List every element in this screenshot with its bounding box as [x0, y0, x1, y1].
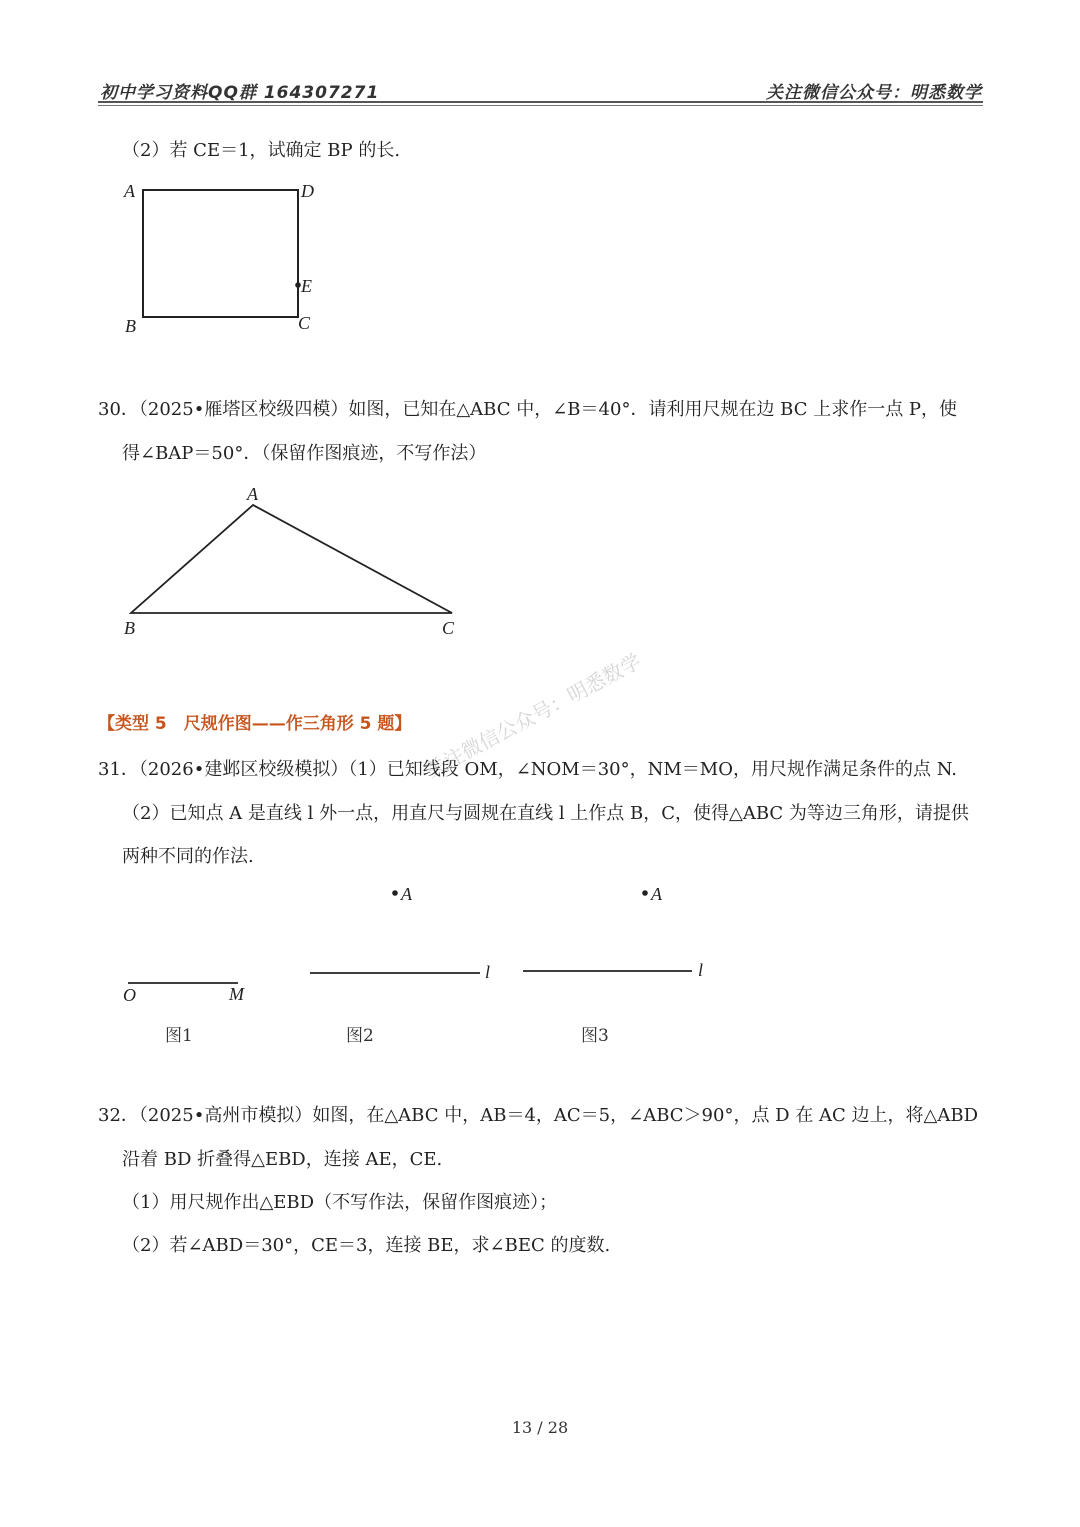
label-c-tri: C — [442, 618, 455, 638]
label-l-fig3: l — [698, 960, 704, 980]
label-d-rect: D — [301, 181, 314, 201]
label-a-fig3: A — [651, 884, 662, 904]
label-l-fig2: l — [485, 962, 491, 982]
header-right-text: 关注微信公众号：明悉数学 — [766, 83, 982, 103]
rectangle-abcd — [143, 190, 298, 317]
point-a-fig3 — [642, 890, 648, 896]
watermark-text: 关注微信公众号：明悉数学 — [421, 648, 646, 783]
q31-line1: 31．（2026•建邺区校级模拟）（1）已知线段 OM，∠NOM＝30°，NM＝MO，用尺规作满足条件的点 N. — [98, 759, 958, 780]
header-left-text: 初中学习资料QQ群 164307271 — [100, 83, 380, 103]
q29-part2-text: （2）若 CE＝1，试确定 BP 的长. — [122, 140, 401, 161]
label-c-rect: C — [298, 313, 311, 333]
label-b-tri: B — [124, 618, 135, 638]
point-e-dot — [295, 282, 301, 288]
label-a-rect: A — [124, 181, 135, 201]
q32-line3: （1）用尺规作出△EBD（不写作法，保留作图痕迹）； — [122, 1192, 558, 1213]
q32-line1: 32．（2025•高州市模拟）如图，在△ABC 中，AB＝4，AC＝5，∠ABC＞90°，点 D 在 AC 边上，将△ABD — [98, 1105, 979, 1126]
point-a-fig2 — [392, 890, 398, 896]
label-m-fig1: M — [229, 984, 244, 1004]
q32-line2: 沿着 BD 折叠得△EBD，连接 AE，CE. — [122, 1149, 443, 1170]
q31-line3: 两种不同的作法. — [122, 846, 254, 867]
caption-fig3: 图3 — [581, 1026, 609, 1046]
label-b-rect: B — [125, 316, 136, 336]
label-a-fig2: A — [401, 884, 412, 904]
triangle-abc — [131, 505, 452, 613]
q30-line1: 30．（2025•雁塔区校级四模）如图，已知在△ABC 中，∠B＝40°．请利用尺规在边 BC 上求作一点 P，使 — [98, 399, 958, 420]
caption-fig2: 图2 — [346, 1026, 374, 1046]
caption-fig1: 图1 — [165, 1026, 193, 1046]
q31-line2: （2）已知点 A 是直线 l 外一点，用直尺与圆规在直线 l 上作点 B，C，使得△ABC 为等边三角形，请提供 — [122, 803, 969, 824]
section-title: 【类型 5 尺规作图——作三角形 5 题】 — [98, 714, 412, 734]
label-o-fig1: O — [123, 985, 136, 1005]
q32-line4: （2）若∠ABD＝30°，CE＝3，连接 BE，求∠BEC 的度数. — [122, 1235, 611, 1256]
label-a-tri: A — [247, 484, 258, 504]
label-e-rect: E — [301, 276, 312, 296]
q30-line2: 得∠BAP＝50°．（保留作图痕迹，不写作法） — [122, 443, 487, 464]
page-number: 13 / 28 — [511, 1418, 569, 1437]
